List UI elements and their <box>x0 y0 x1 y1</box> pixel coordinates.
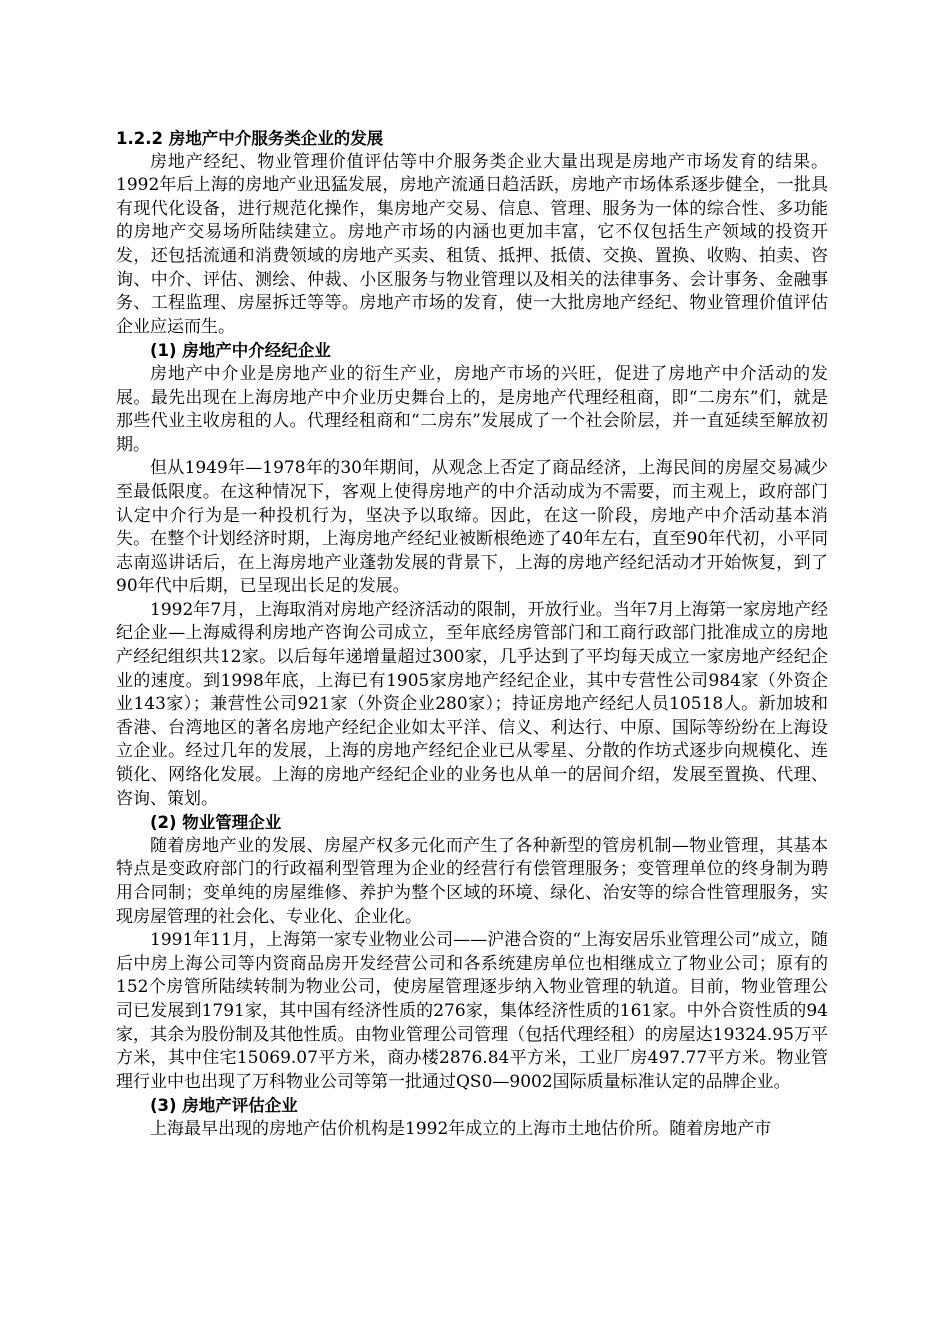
paragraph: 但从1949年—1978年的30年期间，从观念上否定了商品经济，上海民间的房屋交易减少至最低限度。在这种情况下，客观上使得房地产的中介活动成为不需要，而主观上，政府部门认定中介行为是一种投机行为，坚决予以取缔。因此，在这一阶段，房地产中介活动基本消失。在整个计划经济时期，上海房地产经纪业被断根绝迹了40年左右，直至90年代初，小平同志南巡讲话后，在上海房地产业蓬勃发展的背景下，上海的房地产经纪活动才开始恢复，到了90年代中后期，已呈现出长足的发展。 <box>116 458 828 597</box>
paragraph: 随着房地产业的发展、房屋产权多元化而产生了各种新型的管房机制—物业管理，其基本特点是变政府部门的行政福利型管理为企业的经营行有偿管理服务；变管理单位的终身制为聘用合同制；变单纯的房屋维修、养护为整个区域的环境、绿化、治安等的综合性管理服务，实现房屋管理的社会化、专业化、企业化。 <box>116 835 828 927</box>
intro-paragraph: 房地产经纪、物业管理价值评估等中介服务类企业大量出现是房地产市场发育的结果。1992年后上海的房地产业迅猛发展，房地产流通日趋活跃，房地产市场体系逐步健全，一批具有现代化设备，进行规范化操作，集房地产交易、信息、管理、服务为一体的综合性、多功能的房地产交易场所陆续建立。房地产市场的内涵也更加丰富，它不仅包括生产领域的投资开发，还包括流通和消费领域的房地产买卖、租赁、抵押、抵债、交换、置换、收购、拍卖、咨询、中介、评估、测绘、仲裁、小区服务与物业管理以及相关的法律事务、会计事务、金融事务、工程监理、房屋拆迁等等。房地产市场的发育，使一大批房地产经纪、物业管理价值评估企业应运而生。 <box>116 151 828 337</box>
paragraph: 房地产中介业是房地产业的衍生产业，房地产市场的兴旺，促进了房地产中介活动的发展。最先出现在上海房地产中介业历史舞台上的，是房地产代理经租商，即“二房东”们，就是那些代业主收房租的人。代理经租商和“二房东”发展成了一个社会阶层，并一直延续至解放初期。 <box>116 363 828 455</box>
section-title: 1.2.2 房地产中介服务类企业的发展 <box>116 129 384 148</box>
paragraph: 上海最早出现的房地产估价机构是1992年成立的上海市土地估价所。随着房地产市 <box>150 1118 772 1139</box>
paragraph: 1991年11月，上海第一家专业物业公司——沪港合资的“上海安居乐业管理公司”成立，随后中房上海公司等内资商品房开发经营公司和各系统建房单位也相继成立了物业公司；原有的152个房管所陆续转制为物业公司，使房屋管理逐步纳入物业管理的轨道。目前，物业管理公司已发展到1791家，其中国有经济性质的276家，集体经济性质的161家。中外合资性质的94家，其余为股份制及其他性质。由物业管理公司管理（包括代理经租）的房屋达19324.95万平方米，其中住宅15069.07平方米，商办楼2876.84平方米，工业厂房497.77平方米。物业管理行业中也出现了万科物业公司等第一批通过QS0—9002国际质量标准认定的品牌企业。 <box>116 930 828 1092</box>
subsection-heading-appraisal: (3) 房地产评估企业 <box>150 1096 298 1116</box>
paragraph: 1992年7月，上海取消对房地产经济活动的限制，开放行业。当年7月上海第一家房地产经纪企业—上海威得利房地产咨询公司成立，至年底经房管部门和工商行政部门批准成立的房地产经纪组织共12家。以后每年递增量超过300家，几乎达到了平均每天成立一家房地产经纪企业的速度。到1998年底，上海已有1905家房地产经纪企业，其中专营性公司984家（外资企业143家）；兼营性公司921家（外资企业280家）；持证房地产经纪人员10518人。新加坡和香港、台湾地区的著名房地产经纪企业如太平洋、信义、利达行、中原、国际等纷纷在上海设立企业。经过几年的发展，上海的房地产经纪企业已从零星、分散的作坊式逐步向规模化、连锁化、网络化发展。上海的房地产经纪企业的业务也从单一的居间介绍，发展至置换、代理、咨询、策划。 <box>116 599 828 809</box>
document-body <box>116 127 828 1142</box>
subsection-heading-brokerage: (1) 房地产中介经纪企业 <box>150 341 331 361</box>
subsection-heading-property-management: (2) 物业管理企业 <box>150 813 282 833</box>
